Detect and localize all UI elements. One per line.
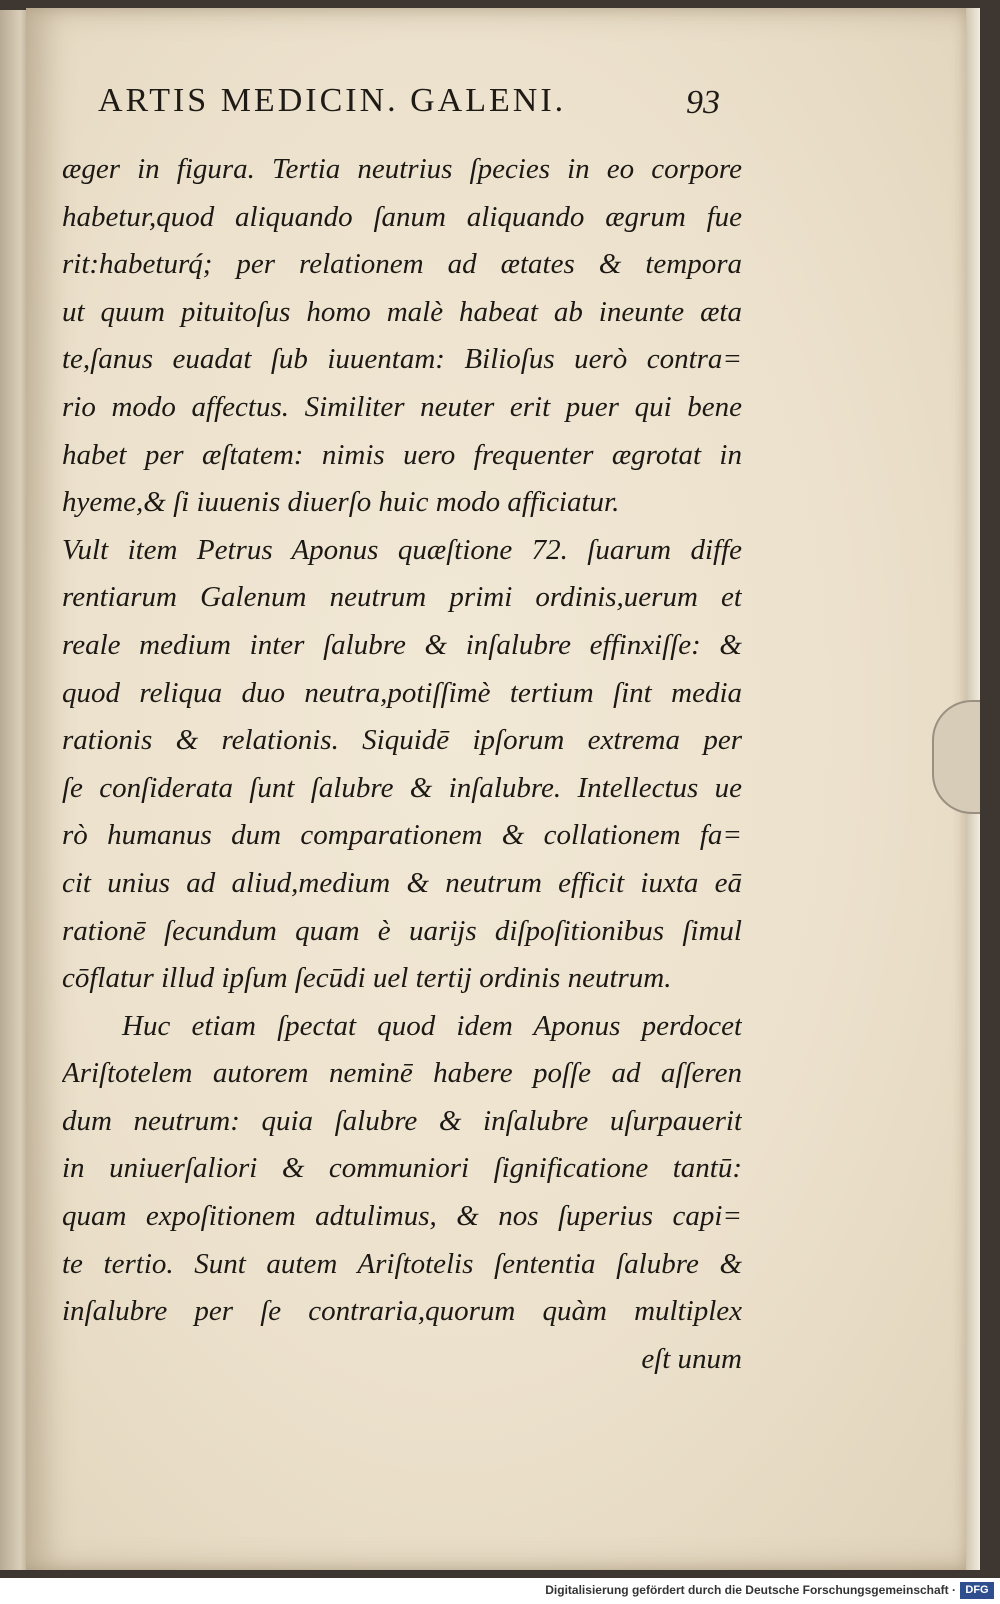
text-line: cōflatur illud ipſum ſecūdi uel tertij ordinis neutrum. (62, 962, 672, 995)
funding-credit: Digitalisierung gefördert durch die Deutsche Forschungsgemeinschaft · (545, 1583, 956, 1597)
page-clip-tab (932, 700, 980, 814)
text-line: Ariſtotelem autorem neminē habere poſſe ad aſſeren (62, 1057, 742, 1090)
catchword: eſt unum (641, 1342, 742, 1375)
text-line: hyeme,& ſi iuuenis diuerſo huic modo afficiatur. (62, 486, 620, 519)
text-line: rationis & relationis. Siquidē ipſorum extrema per (62, 724, 742, 757)
text-line: habet per æſtatem: nimis uero frequenter ægrotat in (62, 438, 742, 471)
text-line: rationē ſecundum quam è uarijs diſpoſitionibus ſimul (62, 914, 742, 947)
text-line: Huc etiam ſpectat quod idem Aponus perdocet (122, 1009, 742, 1042)
text-line: Vult item Petrus Aponus quæſtione 72. ſuarum diffe (62, 533, 742, 566)
digitization-footer (0, 1578, 1000, 1604)
body-text (62, 146, 742, 1383)
text-line: quod reliqua duo neutra,potiſſimè tertium ſint media (62, 676, 742, 709)
text-line: ſe conſiderata ſunt ſalubre & inſalubre. Intellectus ue (62, 771, 742, 804)
text-line: habetur,quod aliquando ſanum aliquando ægrum fue (62, 200, 742, 233)
show-through-text (771, 198, 951, 528)
show-through-text (771, 838, 951, 1288)
show-through-text (771, 598, 951, 718)
text-line: rio modo affectus. Similiter neuter erit puer qui bene (62, 390, 742, 423)
text-line: inſalubre per ſe contraria,quorum quàm multiplex (62, 1295, 742, 1328)
text-line: in uniuerſaliori & communiori ſignificatione tantū: (62, 1152, 742, 1185)
text-line: cit unius ad aliud,medium & neutrum efficit iuxta eā (62, 866, 742, 899)
text-line: reale medium inter ſalubre & inſalubre effinxiſſe: & (62, 628, 742, 661)
running-title: ARTIS MEDICIN. GALENI. (98, 82, 567, 119)
text-line: te,ſanus euadat ſub iuuentam: Bilioſus uerò contra= (62, 343, 742, 376)
text-line: quam expoſitionem adtulimus, & nos ſuperius capi= (62, 1200, 742, 1233)
text-line: ut quum pituitoſus homo malè habeat ab ineunte æta (62, 295, 742, 328)
text-line: te tertio. Sunt autem Ariſtotelis ſententia ſalubre & (62, 1247, 742, 1280)
text-line: rit:habeturq́; per relationem ad ætates & tempora (62, 248, 742, 281)
dfg-logo: DFG (960, 1582, 994, 1599)
page-number: 93 (686, 84, 720, 121)
text-line: rentiarum Galenum neutrum primi ordinis,uerum et (62, 581, 742, 614)
text-line: rò humanus dum comparationem & collationem fa= (62, 819, 742, 852)
text-line: æger in figura. Tertia neutrius ſpecies in eo corpore (62, 153, 742, 185)
text-line: dum neutrum: quia ſalubre & inſalubre uſurpauerit (62, 1104, 742, 1137)
